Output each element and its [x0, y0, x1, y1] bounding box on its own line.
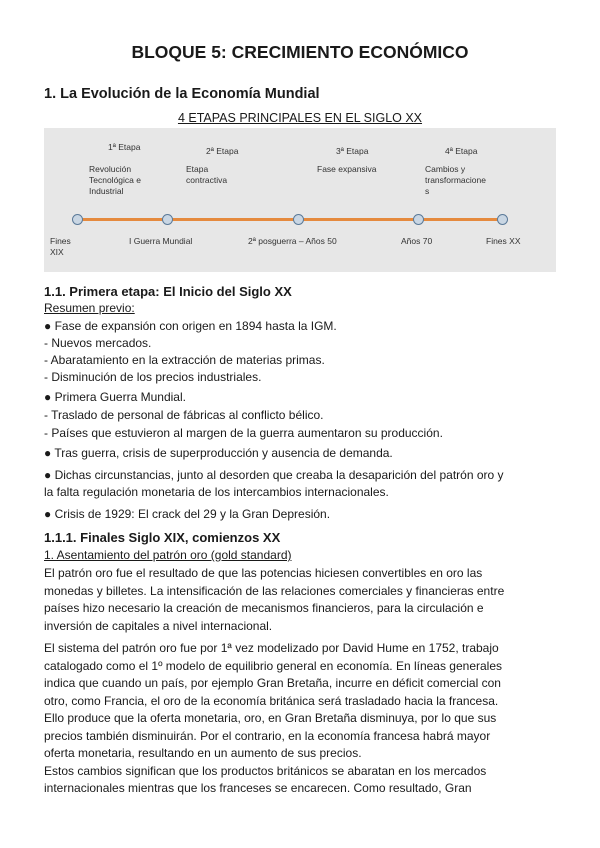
sub-heading: 1. Asentamiento del patrón oro (gold standard) — [44, 548, 292, 562]
timeline-node-5 — [497, 214, 508, 225]
timeline-node-2 — [162, 214, 173, 225]
summary-line: ● Crisis de 1929: El crack del 29 y la Gran Depresión. — [44, 507, 331, 521]
section-heading-1-1: 1.1. Primera etapa: El Inicio del Siglo XX — [44, 284, 292, 299]
summary-line: - Abaratamiento en la extracción de materias primas. — [44, 353, 325, 367]
diagram-title: 4 ETAPAS PRINCIPALES EN EL SIGLO XX — [177, 111, 423, 125]
stage-2-label: 2ª Etapa — [206, 146, 239, 156]
stage-3-desc: Fase expansiva — [317, 164, 377, 174]
stage-4-label: 4ª Etapa — [445, 146, 478, 156]
timeline-node-4 — [413, 214, 424, 225]
milestone-label-4: Años 70 — [401, 236, 433, 246]
stage-4-desc: Cambios y transformacione s — [425, 164, 486, 196]
summary-line: - Traslado de personal de fábricas al conflicto bélico. — [44, 408, 324, 422]
paragraph-1: El patrón oro fue el resultado de que las potencias hiciesen convertibles en oro las monedas y billetes. La intensificación de las relaciones comerciales y financieras entre países hizo necesario la creación de mecanismos financieros, para la circulación e inversión de capitales a nivel internacional. — [44, 566, 505, 633]
summary-line: - Países que estuvieron al margen de la guerra aumentaron su producción. — [44, 426, 443, 440]
stage-1-desc: Revolución Tecnológica e Industrial — [89, 164, 141, 196]
document-title: BLOQUE 5: CRECIMIENTO ECONÓMICO — [131, 42, 469, 62]
stage-1-label: 1ª Etapa — [108, 142, 141, 152]
summary-line: - Disminución de los precios industriales. — [44, 370, 262, 384]
milestone-label-3: 2ª posguerra – Años 50 — [248, 236, 337, 246]
timeline-line — [78, 218, 504, 221]
summary-line: - Nuevos mercados. — [44, 336, 152, 350]
stage-3-label: 3ª Etapa — [336, 146, 369, 156]
milestone-label-1: Fines XIX — [50, 236, 71, 257]
timeline-diagram — [44, 128, 556, 272]
summary-line: ● Dichas circunstancias, junto al desorden que creaba la desaparición del patrón oro y — [44, 468, 504, 482]
timeline-node-3 — [293, 214, 304, 225]
summary-line: ● Fase de expansión con origen en 1894 hasta la IGM. — [44, 319, 337, 333]
stage-2-desc: Etapa contractiva — [186, 164, 228, 185]
section-heading-1-1-1: 1.1.1. Finales Siglo XIX, comienzos XX — [44, 530, 281, 545]
section-heading-1: 1. La Evolución de la Economía Mundial — [44, 86, 320, 102]
timeline-node-1 — [72, 214, 83, 225]
milestone-label-2: I Guerra Mundial — [129, 236, 193, 246]
milestone-label-5: Fines XX — [486, 236, 521, 246]
paragraph-2: El sistema del patrón oro fue por 1ª vez modelizado por David Hume en 1752, trabajo catalogado como el 1º modelo de equilibrio general en economía. En líneas generales indica que cuando un país, por ejemplo Gran Bretaña, incurre en déficit comercial con otro, como Francia, el oro de la economía británica será trasladado hacia la francesa. Ello produce que la oferta monetaria, oro, en Gran Bretaña disminuya, por lo que sus precios también disminuirán. Por el contrario, en la economía francesa habrá mayor oferta monetaria, resultando en un aumento de sus precios. Estos cambios significan que los productos británicos se abaratan en los mercados internacionales mientras que los franceses se encarecen. Como resultado, Gran — [44, 641, 503, 795]
summary-line: ● Tras guerra, crisis de superproducción y ausencia de demanda. — [44, 446, 393, 460]
summary-label: Resumen previo: — [44, 301, 135, 315]
summary-line: la falta regulación monetaria de los intercambios internacionales. — [44, 485, 389, 499]
summary-line: ● Primera Guerra Mundial. — [44, 390, 186, 404]
